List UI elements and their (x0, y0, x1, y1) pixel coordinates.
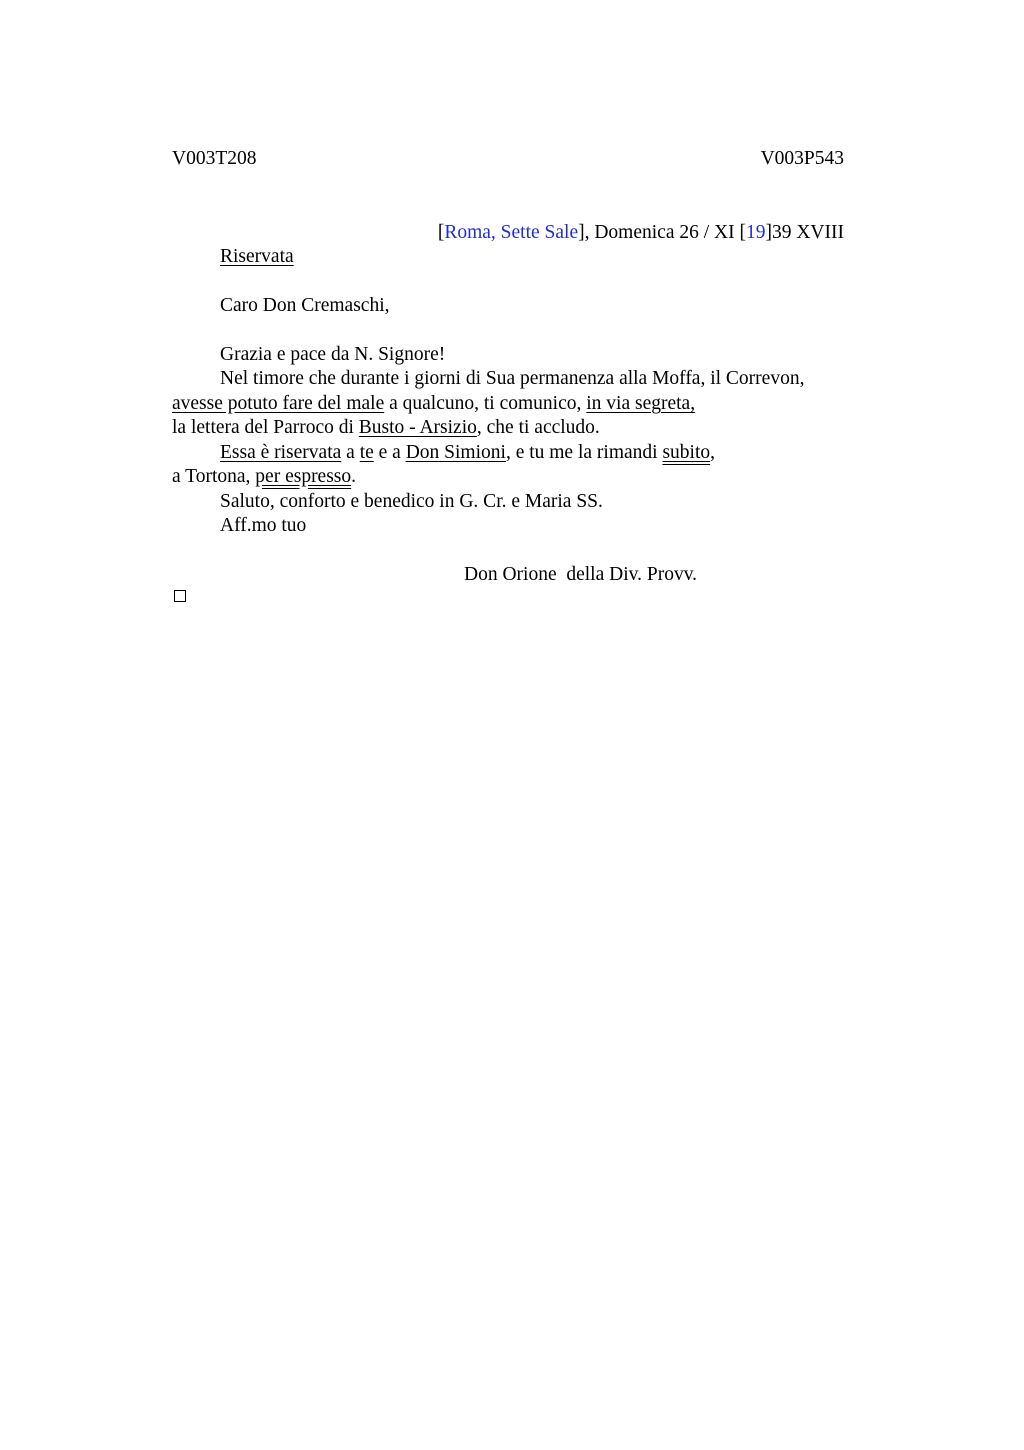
text-run: a qualcuno, ti comunico, (384, 393, 587, 414)
paragraph-1-line-2 (172, 394, 695, 414)
text-run: la lettera del Parroco di (172, 417, 359, 438)
text-run: , che ti accludo. (476, 417, 600, 438)
dateline-year: ]39 XVIII (765, 222, 844, 243)
text-run: e a (373, 442, 406, 463)
paragraph-1-line-3 (172, 418, 600, 438)
paragraph-1-line-1: Nel timore che durante i giorni di Sua permanenza alla Moffa, il Correvon, (220, 368, 805, 389)
underlined-name: Don Simioni (405, 442, 506, 463)
right-reference-code: V003P543 (760, 148, 844, 169)
paragraph-2-line-2 (172, 467, 356, 487)
text-run: a (341, 442, 360, 463)
valediction: Aff.mo tuo (220, 515, 307, 536)
double-underlined-word: subito (662, 442, 711, 463)
underlined-word: te (359, 442, 374, 463)
checkbox-icon (174, 590, 186, 602)
signature: Don Orione della Div. Provv. (464, 564, 698, 585)
text-run: , e tu me la rimandi (505, 442, 663, 463)
text-run: a Tortona, (172, 466, 256, 487)
confidential-label: Riservata (220, 246, 294, 267)
underlined-phrase: avesse potuto fare del male (172, 393, 385, 414)
salutation: Caro Don Cremaschi, (220, 295, 390, 316)
dateline-place: Roma, Sette Sale (444, 222, 579, 243)
paragraph-2-line-1 (220, 443, 715, 463)
text-run: , (710, 442, 715, 463)
greeting: Grazia e pace da N. Signore! (220, 344, 446, 365)
dateline-century: 19 (745, 222, 766, 243)
underlined-phrase: in via segreta, (586, 393, 696, 414)
text-run: . (351, 466, 357, 487)
dateline-open-bracket: [ (437, 222, 445, 243)
dateline (438, 223, 844, 243)
double-underlined-phrase: per espresso (255, 466, 352, 487)
left-reference-code: V003T208 (172, 148, 257, 169)
dateline-day: ], Domenica 26 / XI [ (578, 222, 746, 243)
underlined-place: Busto - Arsizio (358, 417, 477, 438)
underlined-phrase: Essa è riservata (220, 442, 342, 463)
closing-line: Saluto, conforto e benedico in G. Cr. e Maria SS. (220, 491, 603, 512)
